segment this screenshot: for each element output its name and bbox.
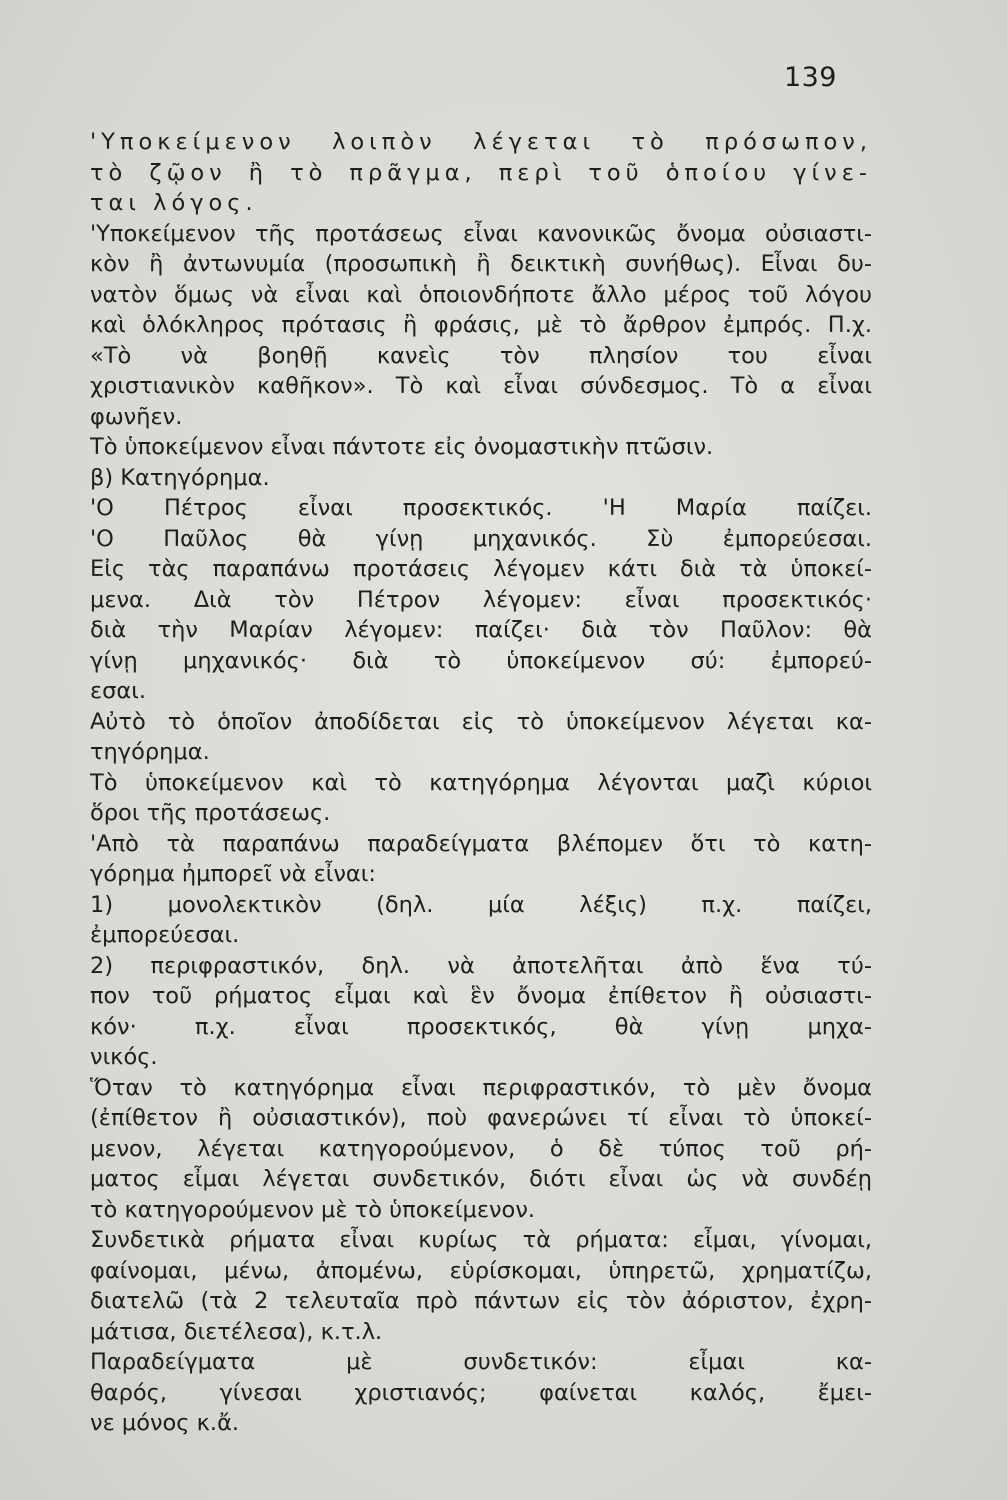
text-line: 2) περιφραστικόν, δηλ. νὰ ἀποτελῆται ἀπὸ ἕνα τύ- <box>90 952 872 979</box>
text-line: Εἰς τὰς παραπάνω προτάσεις λέγομεν κάτι διὰ τὰ ὑποκεί- <box>90 556 872 582</box>
text-line: τὸ κατηγορούμενον μὲ τὸ ὑποκείμενον. <box>90 1196 536 1223</box>
text-line: τηγόρημα. <box>90 739 210 765</box>
text-line: «Τὸ νὰ βοηθῇ κανεὶς τὸν πλησίον του εἶναι <box>90 342 872 369</box>
text-line: νε μόνος κ.ἄ. <box>90 1410 240 1436</box>
text-line: φαίνομαι, μένω, ἀπομένω, εὑρίσκομαι, ὑπηρετῶ, χρηματίζω, <box>90 1257 872 1284</box>
text-line: 'Ο Παῦλος θὰ γίνῃ μηχανικός. Σὺ ἐμπορεύεσαι. <box>90 525 872 552</box>
text-line: τὸ ζῷον ἢ τὸ πρᾶγμα, περὶ τοῦ ὁποίου γίνε- <box>90 159 872 186</box>
text-line: γόρημα ἠμπορεῖ νὰ εἶναι: <box>90 861 376 887</box>
text-line: διατελῶ (τὰ 2 τελευταῖα πρὸ πάντων εἰς τὸν ἀόριστον, ἐχρη- <box>90 1288 872 1314</box>
page-number: 139 <box>783 62 837 93</box>
text-line: 1) μονολεκτικὸν (δηλ. μία λέξις) π.χ. παίζει, <box>90 891 872 918</box>
text-line: εσαι. <box>90 678 147 704</box>
text-line: μενον, λέγεται κατηγορούμενον, ὁ δὲ τύπος τοῦ ρή- <box>90 1135 872 1162</box>
text-line: Συνδετικὰ ρήματα εἶναι κυρίως τὰ ρήματα: εἶμαι, γίνομαι, <box>90 1227 872 1253</box>
text-line: νατὸν ὅμως νὰ εἶναι καὶ ὁποιονδήποτε ἄλλο μέρος τοῦ λόγου <box>90 281 872 308</box>
text-line: διὰ τὴν Μαρίαν λέγομεν: παίζει· διὰ τὸν Παῦλον: θὰ <box>90 617 872 643</box>
text-line: 'Ο Πέτρος εἶναι προσεκτικός. 'Η Μαρία παίζει. <box>90 495 872 521</box>
text-line: κόν· π.χ. εἶναι προσεκτικός, θὰ γίνῃ μηχα- <box>90 1013 872 1040</box>
text-line: φωνῆεν. <box>90 403 183 430</box>
text-line: μάτισα, διετέλεσα), κ.τ.λ. <box>90 1318 383 1345</box>
text-line: κὸν ἢ ἀντωνυμία (προσωπικὴ ἢ δεικτικὴ συνήθως). Εἶναι δυ- <box>90 251 872 277</box>
text-line: Τὸ ὑποκείμενον καὶ τὸ κατηγόρημα λέγονται μαζὶ κύριοι <box>90 769 872 796</box>
text-line: (ἐπίθετον ἢ οὐσιαστικόν), ποὺ φανερώνει τί εἶναι τὸ ὑποκεί- <box>90 1105 872 1131</box>
text-line: 'Υποκείμενον τῆς προτάσεως εἶναι κανονικῶς ὄνομα οὐσιαστι- <box>90 220 872 247</box>
text-line: χριστιανικὸν καθῆκον». Τὸ καὶ εἶναι σύνδεσμος. Τὸ α εἶναι <box>90 373 872 399</box>
text-line: ται λόγος. <box>90 190 258 216</box>
text-line: μενα. Διὰ τὸν Πέτρον λέγομεν: εἶναι προσεκτικός· <box>90 586 872 613</box>
text-line: θαρός, γίνεσαι χριστιανός; φαίνεται καλός, ἔμει- <box>90 1379 872 1406</box>
text-line: Ὅταν τὸ κατηγόρημα εἶναι περιφραστικόν, τὸ μὲν ὄνομα <box>90 1074 872 1101</box>
text-line: Τὸ ὑποκείμενον εἶναι πάντοτε εἰς ὀνομαστικὴν πτῶσιν. <box>90 434 714 460</box>
text-line: Παραδείγματα μὲ συνδετικόν: εἶμαι κα- <box>90 1349 872 1375</box>
text-line: ὅροι τῆς προτάσεως. <box>90 800 331 826</box>
text-line: πον τοῦ ρήματος εἶμαι καὶ ἓν ὄνομα ἐπίθετον ἢ οὐσιαστι- <box>90 983 872 1009</box>
text-line: ματος εἶμαι λέγεται συνδετικόν, διότι εἶναι ὡς νὰ συνδέῃ <box>90 1166 872 1192</box>
text-line: καὶ ὁλόκληρος πρότασις ἢ φράσις, μὲ τὸ ἄρθρον ἐμπρός. Π.χ. <box>90 312 872 338</box>
text-line: 'Υποκείμενον λοιπὸν λέγεται τὸ πρόσωπον, <box>90 129 872 155</box>
text-line: β) Κατηγόρημα. <box>90 464 270 491</box>
text-line: γίνῃ μηχανικός· διὰ τὸ ὑποκείμενον σύ: ἐμπορεύ- <box>90 647 872 674</box>
text-line: νικός. <box>90 1044 158 1070</box>
text-line: 'Απὸ τὰ παραπάνω παραδείγματα βλέπομεν ὅτι τὸ κατη- <box>90 830 872 857</box>
text-line: ἐμπορεύεσαι. <box>90 922 240 948</box>
text-line: Αὐτὸ τὸ ὁποῖον ἀποδίδεται εἰς τὸ ὑποκείμενον λέγεται κα- <box>90 708 872 735</box>
body-text <box>90 127 872 1439</box>
